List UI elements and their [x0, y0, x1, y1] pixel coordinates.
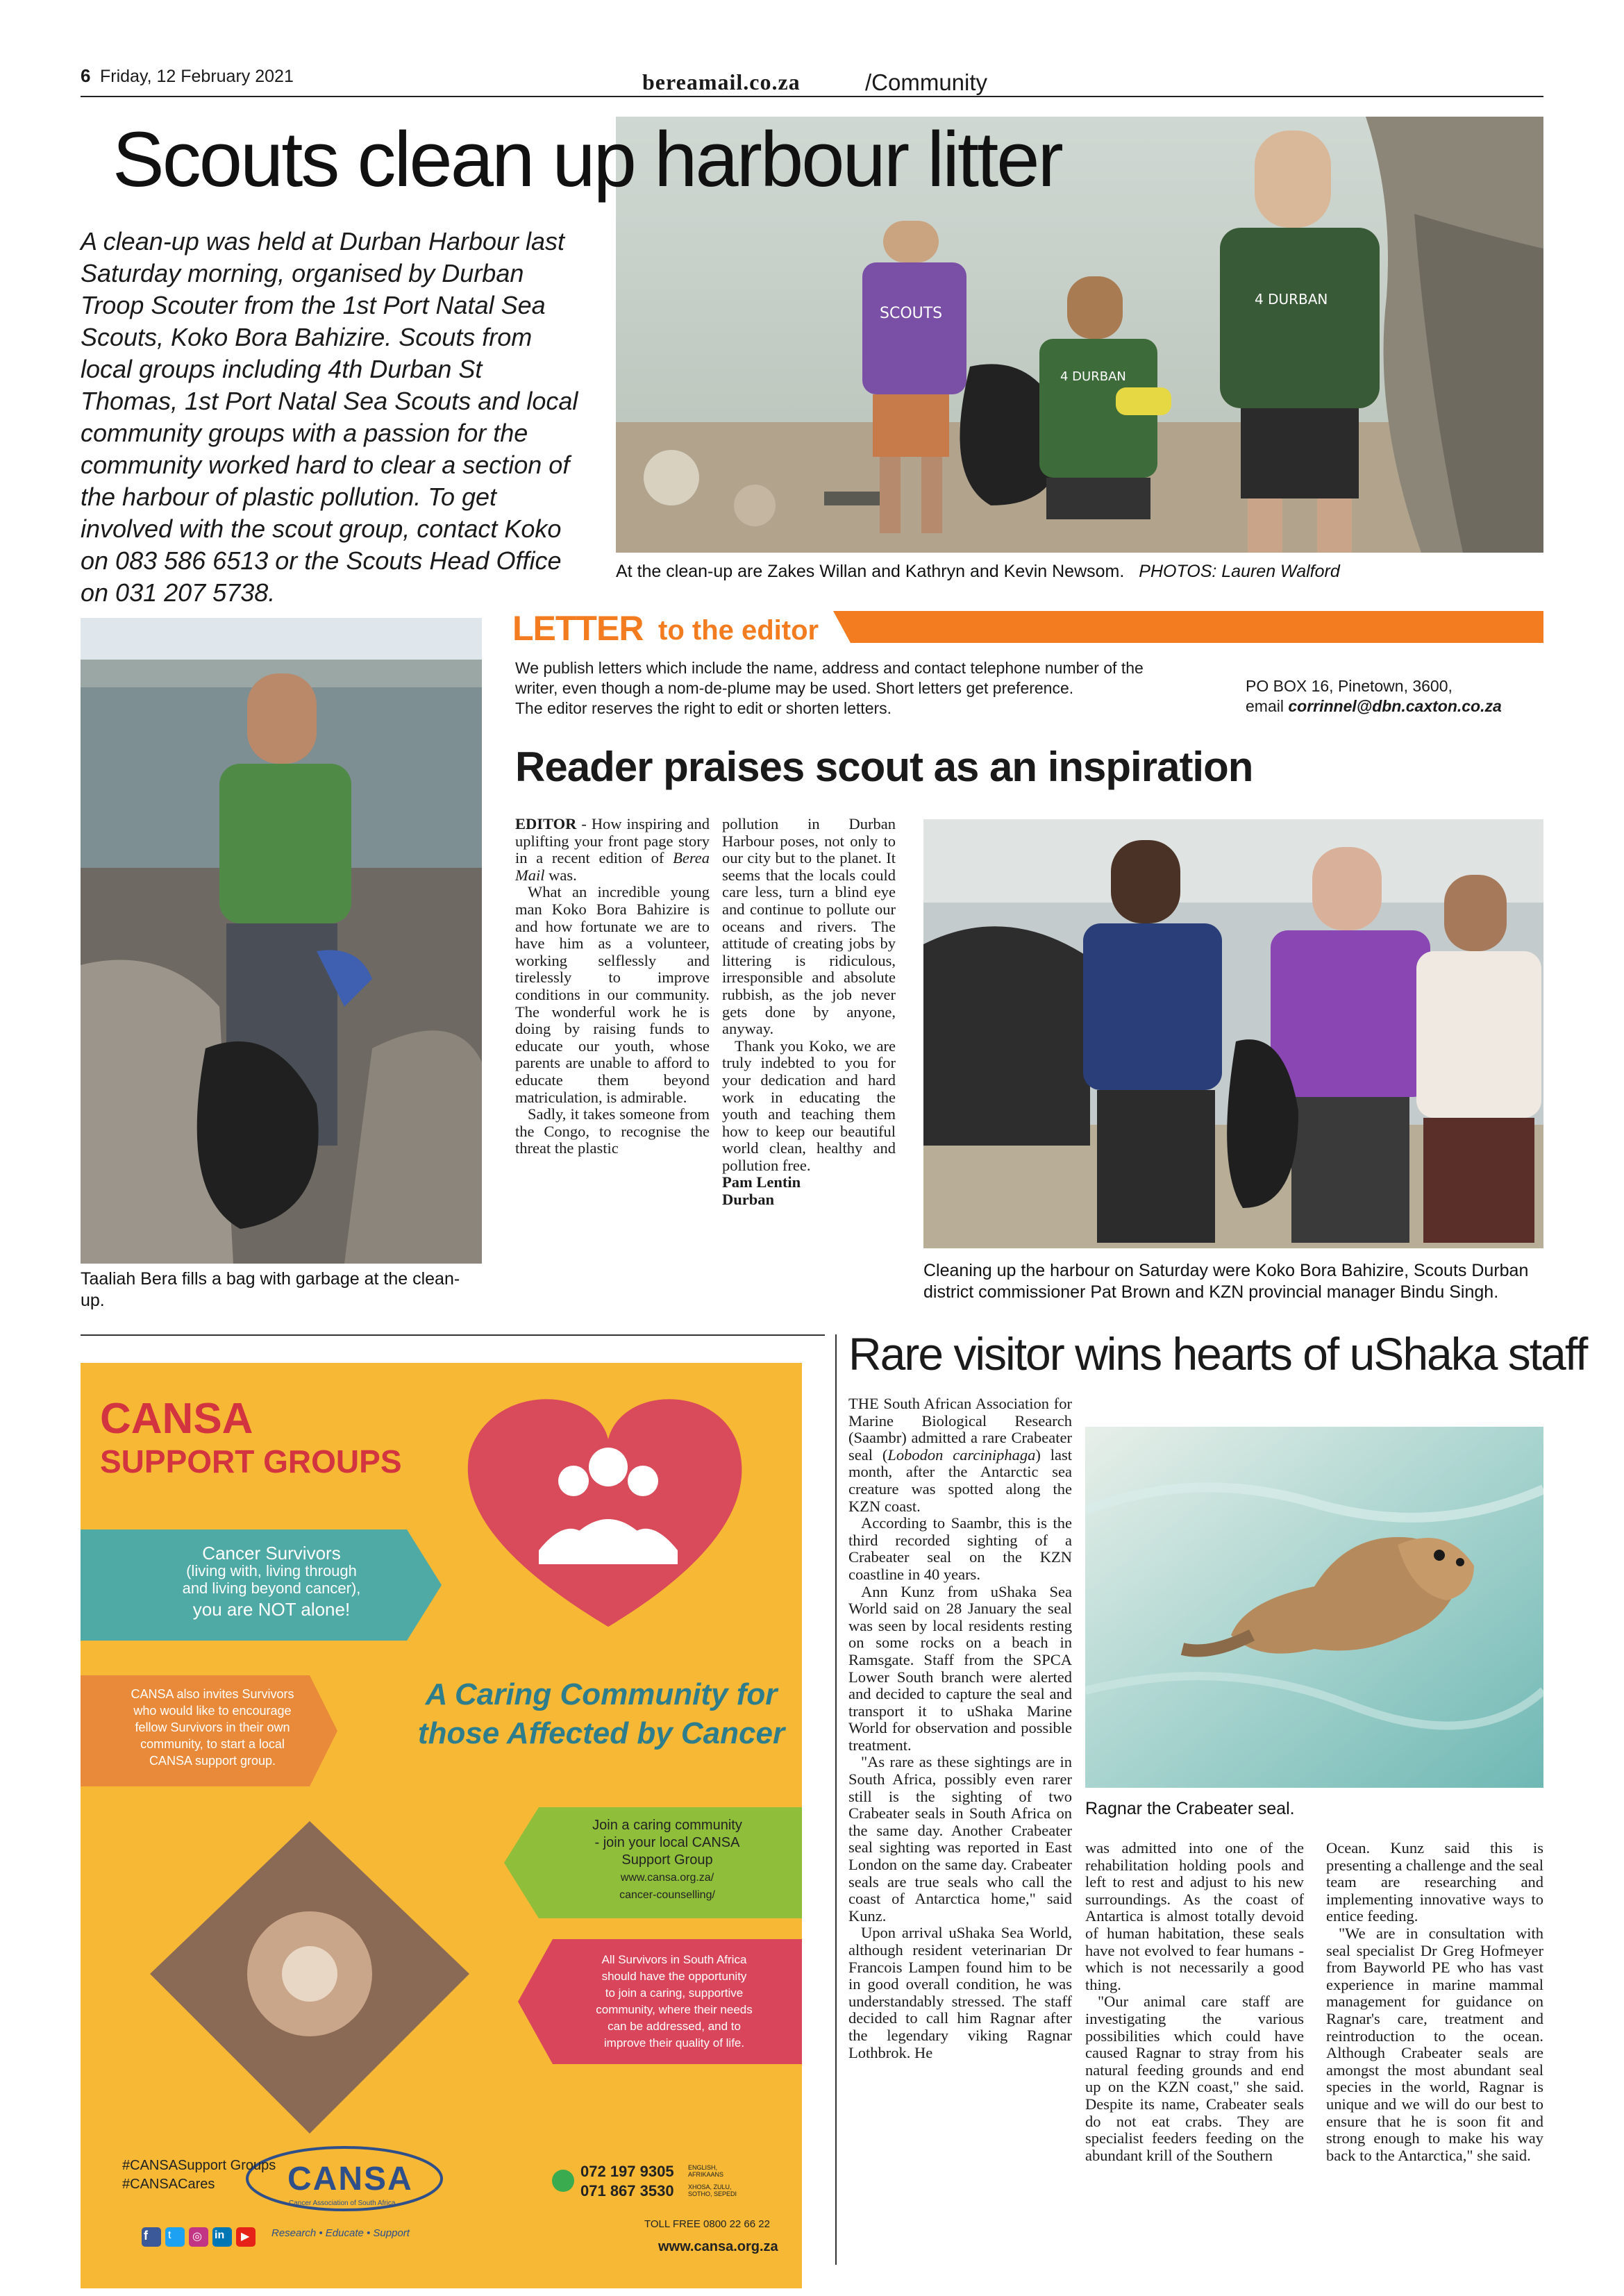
seal-column-3: [1326, 1840, 1543, 2164]
invite-banner: [108, 1686, 317, 1769]
notice-line-3: The editor reserves the right to edit or shorten letters.: [515, 699, 892, 717]
hashtag-cansacares: #CANSACares: [122, 2177, 215, 2192]
seal-headline: Rare visitor wins hearts of uShaka staff: [848, 1328, 1587, 1380]
address-line: PO BOX 16, Pinetown, 3600,: [1246, 677, 1453, 695]
rights-line3: to join a caring, supportive: [605, 1986, 744, 2000]
survivors-line2: (living with, living through: [186, 1562, 357, 1579]
main-photo-caption-text: At the clean-up are Zakes Willan and Kathryn and Kevin Newsom.: [616, 562, 1125, 581]
rights-line5: can be addressed, and to: [608, 2020, 741, 2033]
rights-line1: All Survivors in South Africa: [601, 1953, 747, 1966]
tagline-line1: A Caring Community for: [425, 1677, 778, 1711]
signature-name: Pam Lentin: [722, 1173, 801, 1191]
survivors-line3: and living beyond cancer),: [182, 1579, 361, 1597]
phone-number-1[interactable]: 072 197 9305: [580, 2163, 674, 2180]
instagram-icon[interactable]: ◎: [192, 2231, 202, 2243]
invite-line4: community, to start a local: [140, 1737, 285, 1751]
email-link[interactable]: corrinnel@dbn.caxton.co.za: [1288, 697, 1502, 715]
letter-p4: pollution in Durban Harbour poses, not only to our city but to the planet. It seems that the locals could care less, turn a blind eye and continue to pollute our oceans and rivers. The attitude of creating jobs by littering is ridiculous, irresponsible and absolute rubbish, as the job never gets done by anyone, anyway.: [722, 815, 896, 1038]
notice-line-1: We publish letters which include the name, address and contact telephone number of the: [515, 659, 1144, 677]
invite-line2: who would like to encourage: [133, 1704, 292, 1718]
seal-p7: "Our animal care staff are investigating the various possibilities which could have caused Ragnar to stray from his natural feeding grounds and end up on the KZN coast," she said. Despite its name, Crabeater seals do not eat crabs. They are specialist feeders feeding on the abundant krill of the Southern: [1085, 1993, 1304, 2164]
taaliah-caption: Taaliah Bera fills a bag with garbage at the clean-up.: [81, 1269, 460, 1310]
twitter-icon[interactable]: t: [168, 2229, 171, 2241]
letter-column-1: [515, 816, 710, 1157]
ad-title-line1: CANSA: [100, 1395, 253, 1443]
scouts-intro: A clean-up was held at Durban Harbour last Saturday morning, organised by Durban Troop Scouter from the 1st Port Natal Sea Scouts, Koko Bora Bahizire. Scouts from local groups including 4th Durban St Thomas, 1st Port Natal Sea Scouts and local community groups with a passion for the community worked hard to clear a section of the harbour of plastic pollution. To get involved with the scout group, contact Koko on 083 586 6513 or the Scouts Head Office on 031 207 5738.: [81, 227, 578, 607]
seal-p4: "As rare as these sightings are in South Africa, possibly even rarer still is the sighting of two Crabeater seals in South Africa on the same day. Another Crabeater seal sighting was reported in East London on the same day. Crabeater seals are true seals who call the coast of Antarctica home," said Kunz.: [848, 1753, 1072, 1925]
seal-column-2: [1085, 1840, 1304, 2164]
survivors-banner: [133, 1545, 410, 1618]
cansa-logo-tagline: Research • Educate • Support: [271, 2227, 410, 2239]
join-line3: Support Group: [621, 1852, 713, 1868]
survivors-line1: Cancer Survivors: [202, 1543, 341, 1564]
letter-address: [1246, 676, 1551, 717]
letter-p1: - How inspiring and uplifting your front page story in a recent edition of: [515, 815, 710, 867]
phone-2-languages: XHOSA, ZULU, SOTHO, SEPEDI: [688, 2184, 737, 2197]
seal-p1b: ) last month, after the Antarctic sea creature was spotted along the KZN coast.: [848, 1446, 1072, 1515]
rights-line4: community, where their needs: [596, 2003, 753, 2016]
ad-tagline: [407, 1675, 796, 1753]
site-name[interactable]: bereamail.co.za: [642, 69, 801, 94]
trio-caption: Cleaning up the harbour on Saturday were Koko Bora Bahizire, Scouts Durban district commissioner Pat Brown and KZN provincial manager Bindu Singh.: [923, 1261, 1529, 1302]
cansa-website[interactable]: www.cansa.org.za: [658, 2239, 778, 2254]
letter-p5: Thank you Koko, we are truly indebted to you for your dedication and hard work in educating the youth and teaching them how to keep our beautiful world clean, healthy and pollution free.: [722, 1037, 896, 1174]
scouts-headline: Scouts clean up harbour litter: [112, 116, 1062, 203]
hashtag-support-groups: #CANSASupport Groups: [122, 2158, 276, 2173]
join-line1: Join a caring community: [592, 1818, 742, 1833]
signature-place: Durban: [722, 1191, 775, 1209]
page-number: 6: [81, 65, 91, 86]
seal-p1a: THE South African Association for Marine Biological Research (Saambr) admitted a rare Crabeater seal (: [848, 1395, 1072, 1464]
rights-line6: improve their quality of life.: [603, 2036, 745, 2050]
letter-subtitle: to the editor: [658, 615, 819, 646]
main-photo-caption: [616, 561, 1340, 583]
toll-free-number[interactable]: TOLL FREE 0800 22 66 22: [644, 2218, 770, 2230]
letter-banner: [500, 611, 1543, 643]
seal-species: Lobodon carciniphaga: [887, 1446, 1036, 1464]
ad-title-line2: SUPPORT GROUPS: [100, 1443, 402, 1480]
seal-photo: [1085, 1427, 1543, 1788]
shirt-text-durban-1: 4 DURBAN: [1060, 369, 1126, 384]
seal-p2: According to Saambr, this is the third recorded sighting of a Crabeater seal on the KZN coastline in 40 years.: [848, 1514, 1072, 1583]
section-name: /Community: [865, 69, 988, 95]
join-banner: [546, 1817, 789, 1904]
shirt-text-durban-2: 4 DURBAN: [1255, 291, 1328, 308]
issue-date: Friday, 12 February 2021: [100, 67, 294, 86]
youtube-icon[interactable]: ▶: [241, 2231, 250, 2243]
seal-p3: Ann Kunz from uShaka Sea World said on 28 January the seal was seen by local residents resting on some rocks on a beach in Ramsgate. Staff from the SPCA Lower South branch were alerted and decided to capture the seal and transport it to uShaka Marine World for observation and possible treatment.: [848, 1582, 1072, 1754]
survivors-line4: you are NOT alone!: [192, 1599, 351, 1620]
section-rule: [81, 1334, 825, 1336]
seal-p5: Upon arrival uShaka Sea World, although resident veterinarian Dr Francois Lampen found him to be in good overall condition, he was understandably stressed. The staff decided to call him Ragnar after the legendary viking Ragnar Lothbrok. He: [848, 1924, 1072, 2061]
letter-title: LETTER: [512, 609, 644, 648]
seal-p9: "We are in consultation with seal specialist Dr Greg Hofmeyer from Bayworld PE who has vast experience in marine mammal management for guidance on Ragnar's care, treatment and reintroduction to the ocean. Although Crabeater seals are amongst the most abundant seal species in the world, Ragnar is unique and we will do our best to ensure that he is soon fit and strong enough to make his way back to the Antarctica," she said.: [1326, 1924, 1543, 2164]
join-line2: - join your local CANSA: [594, 1835, 740, 1850]
cansa-advertisement[interactable]: [81, 1363, 802, 2288]
shirt-text-scouts: SCOUTS: [880, 305, 943, 322]
seal-column-1: [848, 1396, 1072, 2061]
trio-photo: [923, 819, 1543, 1248]
photo-credit: PHOTOS: Lauren Walford: [1139, 562, 1340, 581]
phone-number-2[interactable]: 071 867 3530: [580, 2182, 674, 2199]
rights-line2: should have the opportunity: [601, 1970, 747, 1983]
letter-notice: [515, 658, 1223, 719]
linkedin-icon[interactable]: in: [215, 2229, 225, 2241]
phone-1-languages: ENGLISH, AFRIKAANS: [688, 2164, 724, 2178]
facebook-icon[interactable]: f: [144, 2229, 148, 2243]
seal-p8: Ocean. Kunz said this is presenting a challenge and the seal team are researching and implementing innovative ways to entice feeding.: [1326, 1839, 1543, 1925]
tagline-line2: those Affected by Cancer: [417, 1716, 785, 1750]
join-url-line2[interactable]: cancer-counselling/: [619, 1889, 715, 1901]
letter-p3: Sadly, it takes someone from the Congo, to recognise the threat the plastic: [515, 1105, 710, 1157]
email-label: email: [1246, 697, 1284, 715]
letter-p1-end: was.: [544, 866, 577, 884]
cansa-logo-sub: Cancer Association of South Africa: [289, 2199, 396, 2207]
letter-headline: Reader praises scout as an inspiration: [515, 744, 1253, 790]
notice-line-2: writer, even though a nom-de-plume may be used. Short letters get preference.: [515, 679, 1074, 697]
letter-column-2: [722, 816, 896, 1209]
letter-lead: EDITOR: [515, 815, 577, 832]
cansa-logo: CANSA: [287, 2161, 413, 2197]
letter-publication: Berea Mail: [515, 849, 710, 884]
column-rule: [835, 1334, 837, 2265]
seal-p6: was admitted into one of the rehabilitation holding pools and left to rest and adjust to his new surroundings. As the coast of Antartica is almost totally devoid of human habitation, these seals have not evolved to fear humans - which is not necessarily a good thing.: [1085, 1839, 1304, 1993]
join-url-line1[interactable]: www.cansa.org.za/: [620, 1872, 714, 1884]
rights-banner: [560, 1952, 789, 2052]
invite-line1: CANSA also invites Survivors: [131, 1687, 294, 1701]
invite-line5: CANSA support group.: [149, 1754, 276, 1768]
invite-line3: fellow Survivors in their own: [135, 1720, 290, 1734]
seal-photo-caption: Ragnar the Crabeater seal.: [1085, 1799, 1295, 1818]
letter-p2: What an incredible young man Koko Bora Bahizire is and how fortunate we are to have him as a volunteer, working selflessly and tirelessly to improve conditions in our community. The wonderful work he is doing by raising funds to educate our youth, whose parents are unable to afford to educate them beyond matriculation, is admirable.: [515, 883, 710, 1106]
taaliah-photo: [81, 618, 482, 1264]
header-rule: [81, 96, 1543, 97]
